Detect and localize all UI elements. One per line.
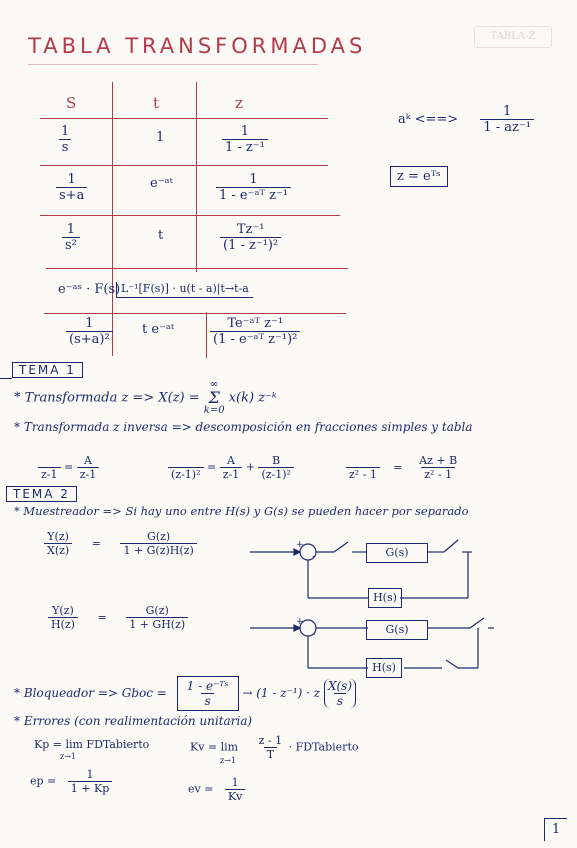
tema1-inversa: * Transformada z inversa => descomposición en fracciones simples y tabla — [14, 420, 473, 434]
kv-limit-sub: z→1 — [220, 756, 237, 765]
block-diagram-1 — [244, 528, 474, 612]
kp-limit-sub: z→1 — [60, 752, 77, 761]
partial-fraction-3: z² - 1 = $\frac{Az + B}{\text{z² - 1}}$ — [346, 454, 460, 481]
ev-definition: ev = $\frac{1}{Kv}$ — [188, 776, 245, 803]
table-header-z: z — [235, 94, 243, 112]
table-header-t: t — [153, 94, 160, 112]
table-cell-z: $\frac{1}{\text{1 - z⁻¹}}$ — [222, 124, 268, 155]
page-title: TABLA TRANSFORMADAS — [28, 34, 367, 58]
h-block-2: H(s) — [366, 658, 402, 678]
page-number: 1 — [544, 818, 567, 841]
table-cell-t: t e⁻ᵃᵗ — [142, 322, 175, 337]
g-block-1: G(s) — [366, 543, 428, 563]
kv-definition: Kv = lim $\frac{z - 1}{T}$ · FDTabierto — [190, 734, 359, 761]
table-cell-tz: L⁻¹[F(s)] · u(t - a)|t→t-a — [116, 282, 253, 298]
table-cell-t: t — [158, 228, 164, 243]
tema1-transformada: * Transformada z => X(z) = ∞ Σ k=0 x(k) z⁻ᵏ — [14, 379, 277, 416]
sum-minus-sign: - — [312, 630, 316, 640]
kp-definition: Kp = lim FDTabierto — [34, 738, 150, 751]
table-cell-z: $\frac{\text{Tz⁻¹}}{\text{(1 - z⁻¹)²}}$ — [220, 222, 281, 253]
transfer-eq-1: $\frac{Y(z)}{X(z)}$ = $\frac{G(z)}{1 + G(z)H(z)}$ — [44, 530, 197, 557]
table-cell-z: $\frac{\text{Te⁻ᵃᵀ z⁻¹}}{\text{(1 - e⁻ᵃᵀ z⁻¹)²}}$ — [210, 316, 300, 347]
table-row: $\frac{1}{\text{s²}}$ — [62, 222, 80, 253]
table-row: $\frac{1}{s+a}$ — [56, 172, 87, 203]
table-row: $\frac{1}{\text{(s+a)²}}$ — [66, 316, 113, 347]
g-block-2: G(s) — [366, 620, 428, 640]
ep-definition: ep = $\frac{1}{1 + Kp}$ — [30, 768, 112, 795]
tema2-muestreador: * Muestreador => Si hay uno entre H(s) y G(s) se pueden hacer por separado — [14, 504, 469, 518]
title-underline — [28, 64, 318, 65]
table-cell-z: $\frac{1}{\text{1 - e⁻ᵃᵀ z⁻¹}}$ — [216, 172, 291, 203]
sum-minus-sign: - — [312, 552, 316, 562]
errores-heading: * Errores (con realimentación unitaria) — [14, 714, 253, 728]
tema2-label: TEMA 2 — [6, 486, 77, 502]
table-row: e⁻ᵃˢ · F(s) — [58, 282, 121, 297]
table-cell-t: e⁻ᵃᵗ — [150, 176, 173, 191]
table-row: $\frac{1}{s}$ — [58, 124, 72, 155]
z-definition-box: z = eᵀˢ — [390, 166, 448, 187]
partial-fraction-2: (z-1)² = $\frac{A}{z-1}$ + $\frac{B}{\text{(z-1)²}}$ — [168, 454, 294, 481]
sum-plus-sign: + — [296, 540, 304, 550]
corner-stamp: TABLA-Z — [474, 26, 552, 48]
table-header-s: S — [66, 94, 77, 112]
h-block-1: H(s) — [368, 588, 402, 608]
bloqueador-line: * Bloqueador => Gboc = $\frac{\text{1 - e⁻ᵀˢ}}{s}$ → (1 - z⁻¹) · z $\frac{X(s)}{s}$ — [14, 676, 356, 711]
partial-fraction-1: z-1 = $\frac{A}{z-1}$ — [38, 454, 99, 481]
tema1-label: TEMA 1 — [12, 362, 83, 378]
table-cell-t: 1 — [156, 130, 165, 145]
sum-plus-sign: + — [296, 617, 304, 627]
transfer-eq-2: $\frac{Y(z)}{H(z)}$ = $\frac{G(z)}{1 + GH(z)}$ — [48, 604, 188, 631]
z-pair-formula: aᵏ <==> $\frac{1}{\text{1 - az⁻¹}}$ — [398, 104, 534, 135]
